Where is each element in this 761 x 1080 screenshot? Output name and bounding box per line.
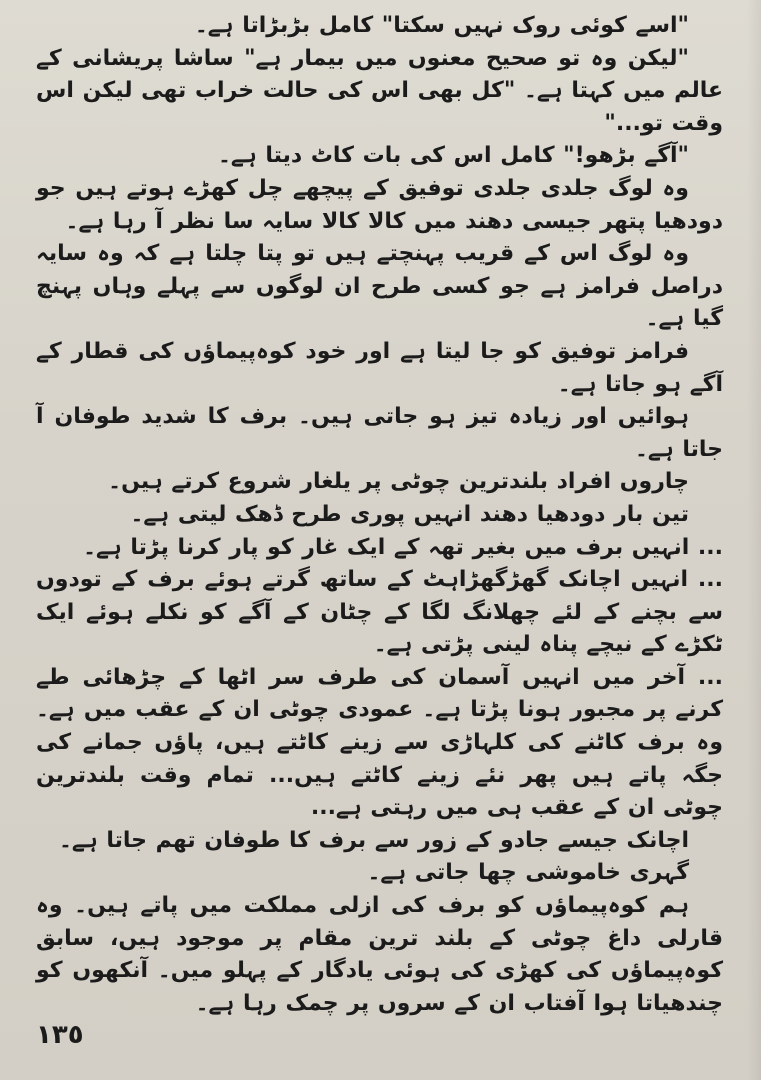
paragraph: ... انہیں برف میں بغیر تھہ کے ایک غار کو پار کرنا پڑتا ہے۔ [83, 534, 723, 560]
page-edge-shadow [747, 0, 761, 1080]
paragraph: ... آخر میں انہیں آسمان کی طرف سر اٹھا کے چڑھائی طے کرنے پر مجبور ہونا پڑتا ہے۔ عمودی چوٹی ان کے عقب میں ہے۔ وہ برف کاٹنے کی کلہاڑی سے زینے کاٹتے ہیں، پاؤں جمانے کی جگہ پاتے ہیں پھر نئے زینے کاٹتے ہیں... تمام وقت بلندترین چوٹی ان کے عقب ہی میں رہتی ہے... [36, 664, 723, 821]
paragraph: اچانک جیسے جادو کے زور سے برف کا طوفان تھم جاتا ہے۔ [59, 827, 689, 853]
page-body-text [36, 10, 723, 1020]
paragraph: "اسے کوئی روک نہیں سکتا" کامل بڑبڑاتا ہے۔ [194, 13, 689, 38]
paragraph: چاروں افراد بلندترین چوٹی پر یلغار شروع کرتے ہیں۔ [108, 469, 689, 495]
paragraph: ہوائیں اور زیادہ تیز ہو جاتی ہیں۔ برف کا شدید طوفان آ جاتا ہے۔ [36, 404, 723, 462]
page-number: ١٣٥ [36, 1020, 84, 1050]
paragraph: ہم کوہ‌پیماؤں کو برف کی ازلی مملکت میں پاتے ہیں۔ وہ قارلی داغ چوٹی کے بلند ترین مقام پر موجود ہیں، سابق کوہ‌پیماؤں کی کھڑی کی ہوئی یادگار کے پہلو میں۔ آنکھوں کو چندھیاتا ہوا آفتاب ان کے سروں پر چمک رہا ہے۔ [36, 893, 723, 1016]
paragraph: ... انہیں اچانک گھڑگھڑاہٹ کے ساتھ گرتے ہوئے برف کے تودوں سے بچنے کے لئے چھلانگ لگا کے چٹان کے آگے کو نکلے ہوئے ایک ٹکڑے کے نیچے پناہ لینی پڑتی ہے۔ [36, 567, 723, 658]
paragraph: "لیکن وہ تو صحیح معنوں میں بیمار ہے" ساشا پریشانی کے عالم میں کہتا ہے۔ "کل بھی اس کی حالت خراب تھی لیکن اس وقت تو..." [36, 45, 723, 136]
paragraph: گہری خاموشی چھا جاتی ہے۔ [367, 860, 689, 886]
paragraph: فرامز توفیق کو جا لیتا ہے اور خود کوہ‌پیماؤں کی قطار کے آگے ہو جاتا ہے۔ [36, 338, 723, 397]
paragraph: "آگے بڑھو!" کامل اس کی بات کاٹ دیتا ہے۔ [218, 143, 689, 169]
paragraph: تین بار دودھیا دھند انہیں پوری طرح ڈھک لیتی ہے۔ [130, 501, 689, 527]
paragraph: وہ لوگ جلدی جلدی توفیق کے پیچھے چل کھڑے ہوتے ہیں جو دودھیا پتھر جیسی دھند میں کالا کالا سایہ سا نظر آ رہا ہے۔ [36, 175, 723, 234]
paragraph: وہ لوگ اس کے قریب پہنچتے ہیں تو پتا چلتا ہے کہ وہ سایہ دراصل فرامز ہے جو کسی طرح ان لوگوں سے پہلے وہاں پہنچ گیا ہے۔ [36, 241, 723, 332]
